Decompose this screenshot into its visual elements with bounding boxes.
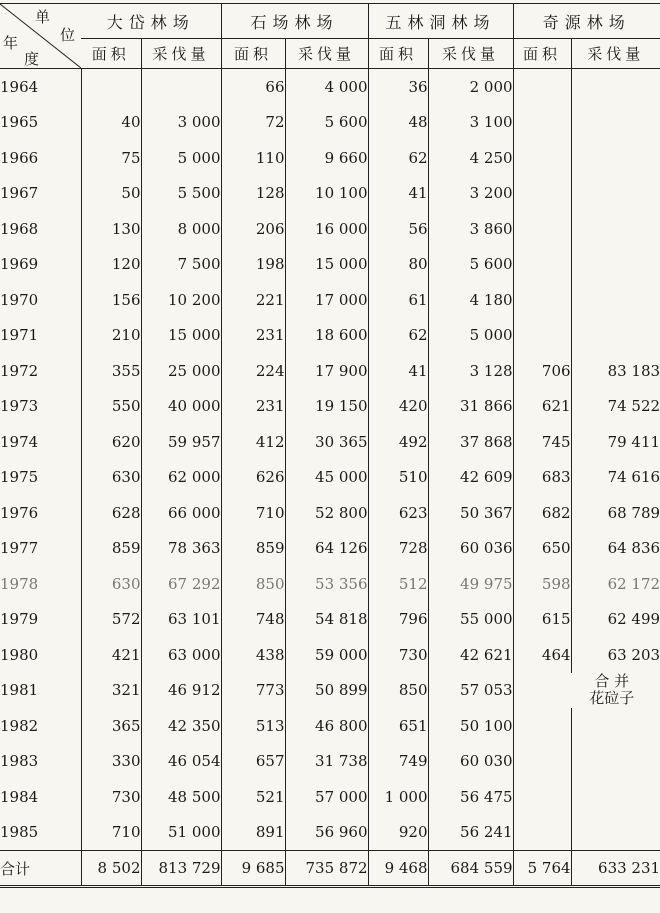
table-cell: 512 (368, 566, 428, 602)
table-cell: 62 499 (571, 602, 660, 638)
table-cell: 513 (221, 708, 285, 744)
table-cell: 859 (111, 539, 141, 558)
sub-header-harvest: 采伐量 (571, 39, 660, 69)
table-cell: 421 (111, 645, 141, 664)
table-cell: 748 (221, 602, 285, 638)
table-cell: 40 000 (141, 389, 221, 425)
table-cell: 56 (368, 211, 428, 247)
table-cell: 630 (111, 468, 141, 487)
table-row (0, 637, 660, 673)
table-cell: 3 200 (428, 176, 513, 212)
table-cell: 74 522 (571, 389, 660, 425)
table-cell: 48 500 (141, 779, 221, 815)
table-cell (513, 318, 571, 354)
table-cell: 50 367 (428, 495, 513, 531)
table-cell: 75 (121, 148, 141, 167)
table-cell: 657 (221, 744, 285, 780)
table-cell: 51 000 (141, 815, 221, 851)
table-cell: 682 (513, 495, 571, 531)
year-cell: 1970 (0, 282, 81, 318)
table-cell (513, 708, 571, 744)
table-cell: 198 (221, 247, 285, 283)
table-cell: 4 180 (428, 282, 513, 318)
merged-note-line1: 合 并 (594, 672, 630, 691)
table-cell (571, 318, 660, 354)
table-cell: 56 241 (428, 815, 513, 851)
corner-label-du: 度 (24, 50, 46, 68)
table-cell: 16 000 (285, 211, 368, 247)
table-cell: 521 (221, 779, 285, 815)
table-cell (141, 69, 221, 105)
table-cell (513, 779, 571, 815)
year-cell: 1973 (0, 389, 81, 425)
table-cell: 48 (368, 105, 428, 141)
corner-label-nian: 年 (3, 34, 25, 52)
table-cell: 60 030 (428, 744, 513, 780)
corner-header (0, 4, 81, 69)
table-cell (513, 69, 571, 105)
table-cell: 63 000 (141, 637, 221, 673)
table-cell: 796 (368, 602, 428, 638)
table-cell: 66 000 (141, 495, 221, 531)
table-cell: 492 (368, 424, 428, 460)
year-cell: 1975 (0, 460, 81, 496)
year-cell: 1966 (0, 140, 81, 176)
table-cell: 749 (368, 744, 428, 780)
table-cell: 651 (368, 708, 428, 744)
table-cell: 80 (368, 247, 428, 283)
table-cell: 46 912 (141, 673, 221, 709)
table-cell: 49 975 (428, 566, 513, 602)
table-cell: 63 101 (141, 602, 221, 638)
table-cell (513, 744, 571, 780)
table-cell: 221 (221, 282, 285, 318)
table-cell (571, 744, 660, 780)
table-row (0, 318, 660, 354)
sub-header-area: 面积 (221, 39, 285, 69)
table-cell: 42 350 (141, 708, 221, 744)
total-cell: 5 764 (513, 851, 571, 887)
table-cell: 510 (368, 460, 428, 496)
total-row (0, 851, 660, 887)
table-cell: 83 183 (571, 353, 660, 389)
table-cell: 730 (368, 637, 428, 673)
table-cell: 55 000 (428, 602, 513, 638)
table-cell: 45 000 (285, 460, 368, 496)
table-cell (513, 176, 571, 212)
table-cell: 46 800 (285, 708, 368, 744)
table-cell: 5 000 (428, 318, 513, 354)
table-cell: 56 960 (285, 815, 368, 851)
table-cell: 728 (368, 531, 428, 567)
corner-label-wei: 位 (60, 26, 82, 44)
table-cell: 36 (368, 69, 428, 105)
table-cell: 79 411 (571, 424, 660, 460)
table-cell: 710 (221, 495, 285, 531)
table-cell: 621 (513, 389, 571, 425)
total-label: 合计 (0, 851, 81, 887)
table-cell: 68 789 (571, 495, 660, 531)
table-cell: 4 250 (428, 140, 513, 176)
table-cell (513, 105, 571, 141)
table-cell: 50 899 (285, 673, 368, 709)
table-cell: 42 621 (428, 637, 513, 673)
total-cell: 8 502 (81, 851, 141, 887)
table-cell: 615 (513, 602, 571, 638)
table-row (0, 105, 660, 141)
total-cell: 9 468 (368, 851, 428, 887)
table-cell: 62 000 (141, 460, 221, 496)
table-cell (571, 815, 660, 851)
table-cell: 72 (221, 105, 285, 141)
table-cell (571, 176, 660, 212)
table-cell: 224 (221, 353, 285, 389)
table-cell: 15 000 (285, 247, 368, 283)
table-cell: 365 (111, 716, 141, 735)
table-cell: 62 (368, 140, 428, 176)
table-cell: 61 (368, 282, 428, 318)
table-cell: 128 (221, 176, 285, 212)
table-cell: 59 957 (141, 424, 221, 460)
year-cell: 1977 (0, 531, 81, 567)
corner-label-dan: 单 (35, 8, 57, 26)
sub-header-harvest: 采伐量 (428, 39, 513, 69)
table-cell: 630 (111, 574, 141, 593)
table-cell: 3 000 (141, 105, 221, 141)
total-cell: 684 559 (428, 851, 513, 887)
table-cell: 3 100 (428, 105, 513, 141)
table-cell: 18 600 (285, 318, 368, 354)
table-cell: 620 (111, 432, 141, 451)
table-cell: 53 356 (285, 566, 368, 602)
table-row (0, 176, 660, 212)
table-cell (571, 140, 660, 176)
table-cell: 850 (221, 566, 285, 602)
merged-note-line2: 花砬子 (589, 689, 635, 708)
table-cell: 598 (513, 566, 571, 602)
table-cell: 10 200 (141, 282, 221, 318)
table-cell: 15 000 (141, 318, 221, 354)
table-cell: 5 000 (141, 140, 221, 176)
table-row (0, 566, 660, 602)
table-cell: 5 500 (141, 176, 221, 212)
table-cell: 110 (221, 140, 285, 176)
table-row (0, 140, 660, 176)
table-cell: 17 000 (285, 282, 368, 318)
table-cell: 321 (111, 681, 141, 700)
table-row (0, 353, 660, 389)
table-cell: 706 (513, 353, 571, 389)
table-row (0, 779, 660, 815)
table-cell: 156 (111, 290, 141, 309)
total-cell: 813 729 (141, 851, 221, 887)
table-cell: 46 054 (141, 744, 221, 780)
table-cell: 130 (111, 219, 141, 238)
table-cell: 50 100 (428, 708, 513, 744)
sub-header-area: 面积 (81, 39, 141, 69)
table-cell: 891 (221, 815, 285, 851)
table-cell: 50 (121, 184, 141, 203)
table-cell: 10 100 (285, 176, 368, 212)
table-cell: 412 (221, 424, 285, 460)
table-cell (571, 708, 660, 744)
year-cell: 1979 (0, 602, 81, 638)
table-cell: 4 000 (285, 69, 368, 105)
farm-header-dadai: 大岱林场 (81, 4, 221, 39)
table-cell: 56 475 (428, 779, 513, 815)
table-row (0, 424, 660, 460)
table-cell: 19 150 (285, 389, 368, 425)
table-cell: 626 (221, 460, 285, 496)
year-cell: 1976 (0, 495, 81, 531)
table-cell: 25 000 (141, 353, 221, 389)
table-cell: 850 (368, 673, 428, 709)
table-cell (571, 211, 660, 247)
year-cell: 1974 (0, 424, 81, 460)
sub-header-area: 面积 (368, 39, 428, 69)
table-row (0, 211, 660, 247)
table-cell: 330 (111, 752, 141, 771)
table-cell: 572 (111, 610, 141, 629)
year-cell: 1985 (0, 815, 81, 851)
table-cell (513, 282, 571, 318)
table-cell: 710 (111, 823, 141, 842)
year-cell: 1971 (0, 318, 81, 354)
table-cell (571, 282, 660, 318)
total-cell: 9 685 (221, 851, 285, 887)
table-row (0, 282, 660, 318)
table-row (0, 247, 660, 283)
table-cell: 42 609 (428, 460, 513, 496)
table-cell: 31 738 (285, 744, 368, 780)
table-cell: 62 (368, 318, 428, 354)
table-cell: 40 (121, 113, 141, 132)
table-cell: 74 616 (571, 460, 660, 496)
table-cell: 30 365 (285, 424, 368, 460)
table-cell: 859 (221, 531, 285, 567)
sub-header-area: 面积 (513, 39, 571, 69)
year-cell: 1981 (0, 673, 81, 709)
table-cell: 231 (221, 389, 285, 425)
table-cell: 550 (111, 397, 141, 416)
year-cell: 1969 (0, 247, 81, 283)
table-row (0, 69, 660, 105)
table-row (0, 815, 660, 851)
table-cell: 63 203 (571, 637, 660, 673)
table-cell: 66 (221, 69, 285, 105)
table-cell: 420 (368, 389, 428, 425)
header-row-farms (0, 4, 660, 39)
table-cell: 57 000 (285, 779, 368, 815)
farm-header-wulindong: 五林洞林场 (368, 4, 513, 39)
data-table (0, 3, 660, 888)
sub-header-harvest: 采伐量 (141, 39, 221, 69)
year-cell: 1964 (0, 69, 81, 105)
merged-note-cell (513, 673, 660, 709)
table-cell: 355 (111, 361, 141, 380)
year-cell: 1983 (0, 744, 81, 780)
table-cell: 464 (513, 637, 571, 673)
sub-header-harvest: 采伐量 (285, 39, 368, 69)
year-cell: 1980 (0, 637, 81, 673)
table-cell: 17 900 (285, 353, 368, 389)
table-cell: 52 800 (285, 495, 368, 531)
table-cell: 5 600 (285, 105, 368, 141)
table-cell: 57 053 (428, 673, 513, 709)
table-cell: 438 (221, 637, 285, 673)
table-cell: 37 868 (428, 424, 513, 460)
table-cell: 41 (368, 353, 428, 389)
header-row-subcols (0, 39, 660, 69)
total-cell: 633 231 (571, 851, 660, 887)
total-cell: 735 872 (285, 851, 368, 887)
year-cell: 1965 (0, 105, 81, 141)
year-cell: 1978 (0, 566, 81, 602)
table-cell: 62 172 (571, 566, 660, 602)
table-cell: 206 (221, 211, 285, 247)
table-cell: 120 (111, 255, 141, 274)
table-cell: 5 600 (428, 247, 513, 283)
table-cell: 59 000 (285, 637, 368, 673)
table-row (0, 744, 660, 780)
table-cell: 1 000 (368, 779, 428, 815)
table-cell: 3 128 (428, 353, 513, 389)
table-cell (81, 69, 141, 105)
table-cell (513, 211, 571, 247)
table-row (0, 495, 660, 531)
table-cell: 60 036 (428, 531, 513, 567)
table-row (0, 389, 660, 425)
table-cell: 78 363 (141, 531, 221, 567)
table-row (0, 460, 660, 496)
table-row (0, 708, 660, 744)
table-cell: 210 (111, 326, 141, 345)
table-cell: 773 (221, 673, 285, 709)
year-cell: 1967 (0, 176, 81, 212)
table-cell: 31 866 (428, 389, 513, 425)
table-cell: 745 (513, 424, 571, 460)
table-cell: 64 126 (285, 531, 368, 567)
table-row (0, 602, 660, 638)
table-cell (571, 247, 660, 283)
farm-header-shichang: 石场林场 (221, 4, 368, 39)
table-cell (513, 247, 571, 283)
table-cell: 730 (111, 787, 141, 806)
table-cell: 623 (368, 495, 428, 531)
table-cell (513, 815, 571, 851)
table-cell: 920 (368, 815, 428, 851)
table-cell: 2 000 (428, 69, 513, 105)
table-cell: 3 860 (428, 211, 513, 247)
table-cell: 9 660 (285, 140, 368, 176)
table-row (0, 673, 660, 709)
table-row (0, 531, 660, 567)
farm-header-qiyuan: 奇源林场 (513, 4, 660, 39)
table-cell (571, 105, 660, 141)
table-cell (513, 140, 571, 176)
table-cell: 628 (111, 503, 141, 522)
table-cell: 231 (221, 318, 285, 354)
table-cell: 41 (368, 176, 428, 212)
table-cell: 54 818 (285, 602, 368, 638)
year-cell: 1982 (0, 708, 81, 744)
table-cell: 67 292 (141, 566, 221, 602)
table-cell: 7 500 (141, 247, 221, 283)
year-cell: 1984 (0, 779, 81, 815)
year-cell: 1968 (0, 211, 81, 247)
table-cell (571, 779, 660, 815)
table-cell (571, 69, 660, 105)
table-cell: 64 836 (571, 531, 660, 567)
table-cell: 8 000 (141, 211, 221, 247)
year-cell: 1972 (0, 353, 81, 389)
table-cell: 683 (513, 460, 571, 496)
table-cell: 650 (513, 531, 571, 567)
